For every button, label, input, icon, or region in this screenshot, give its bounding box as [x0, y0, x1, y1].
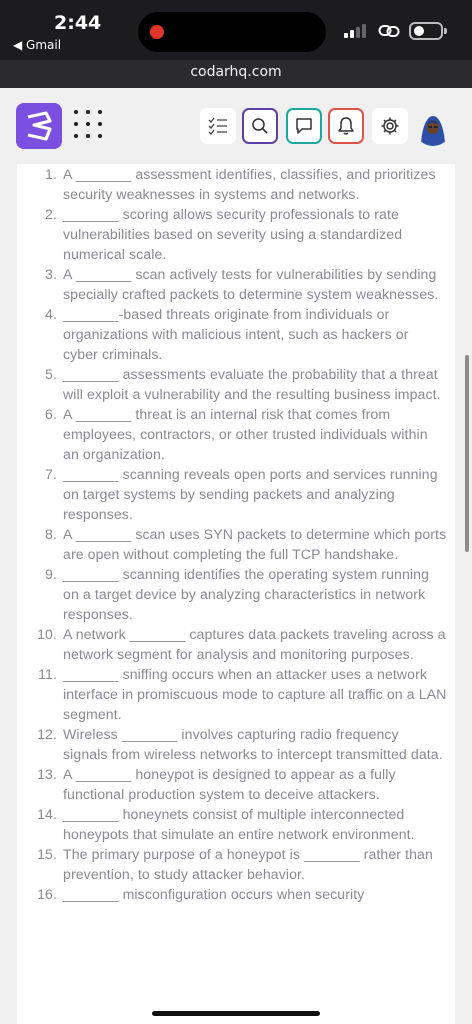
question-item: [17, 264, 455, 304]
settings-button[interactable]: [372, 108, 408, 144]
question-text: _______ honeynets consist of multiple interconnected honeypots that simulate an entire network environment.: [63, 806, 415, 842]
question-item: [17, 624, 455, 664]
question-number: 8.: [45, 526, 57, 542]
notifications-button[interactable]: [328, 108, 364, 144]
question-text: A _______ scan actively tests for vulnerabilities by sending specially crafted packets to determine system weaknesses.: [63, 266, 439, 302]
question-item: [17, 404, 455, 464]
page-scrollbar[interactable]: [465, 355, 469, 552]
question-item: [17, 724, 455, 764]
question-number: 16.: [37, 886, 57, 902]
signal-strength-icon: [344, 24, 370, 38]
question-text: A _______ scan uses SYN packets to determine which ports are open without completing the full TCP handshake.: [63, 526, 447, 562]
question-number: 2.: [45, 206, 57, 222]
recording-indicator-icon: [150, 25, 164, 39]
question-item: [17, 364, 455, 404]
question-number: 13.: [37, 766, 57, 782]
bell-icon: [337, 116, 355, 136]
search-button[interactable]: [242, 108, 278, 144]
question-item: [17, 844, 455, 884]
question-text: A _______ honeypot is designed to appear as a fully functional production system to deceive attackers.: [63, 766, 396, 802]
question-number: 11.: [38, 666, 57, 682]
status-time: 2:44: [54, 12, 102, 34]
question-item: [17, 164, 455, 204]
back-to-gmail-link[interactable]: ◀ Gmail: [13, 38, 62, 52]
checklist-button[interactable]: [200, 108, 236, 144]
question-text: _______ scanning reveals open ports and services running on target systems by sending packets and analyzing responses.: [63, 466, 438, 522]
web-page: [0, 88, 472, 1024]
question-text: A _______ threat is an internal risk that comes from employees, contractors, or other trusted individuals within an organization.: [63, 406, 428, 462]
user-avatar[interactable]: [414, 108, 452, 146]
question-text: _______ assessments evaluate the probability that a threat will exploit a vulnerability and the resulting business impact.: [63, 366, 441, 402]
question-number: 3.: [45, 266, 57, 282]
question-text: _______-based threats originate from individuals or organizations with malicious intent, such as hackers or cyber criminals.: [63, 306, 409, 362]
checklist-icon: [208, 117, 228, 135]
dynamic-island: [138, 12, 326, 52]
link-icon: [378, 22, 400, 40]
question-number: 12.: [37, 726, 57, 742]
question-item: [17, 564, 455, 624]
chat-button[interactable]: [286, 108, 322, 144]
question-text: Wireless _______ involves capturing radio frequency signals from wireless networks to intercept transmitted data.: [63, 726, 443, 762]
question-number: 9.: [45, 566, 57, 582]
questions-panel: [17, 164, 455, 1024]
gear-icon: [380, 116, 400, 136]
chat-icon: [295, 117, 313, 135]
question-number: 6.: [45, 406, 57, 422]
question-number: 4.: [45, 306, 57, 322]
question-text: _______ sniffing occurs when an attacker uses a network interface in promiscuous mode to capture all traffic on a LAN segment.: [63, 666, 447, 722]
question-number: 5.: [45, 366, 57, 382]
question-item: [17, 884, 455, 904]
question-number: 10.: [37, 626, 57, 642]
question-item: [17, 804, 455, 844]
question-text: _______ misconfiguration occurs when security: [63, 886, 365, 902]
question-text: _______ scoring allows security professionals to rate vulnerabilities based on severity using a standardized numerical scale.: [63, 206, 403, 262]
status-bar: [0, 0, 472, 60]
question-item: [17, 204, 455, 264]
question-number: 1.: [45, 166, 57, 182]
battery-icon: [409, 22, 443, 40]
question-item: [17, 664, 455, 724]
questions-list: [17, 164, 455, 904]
search-icon: [251, 117, 269, 135]
question-item: [17, 524, 455, 564]
battery-tip: [444, 28, 447, 34]
question-text: A network _______ captures data packets traveling across a network segment for analysis and monitoring purposes.: [63, 626, 446, 662]
question-text: _______ scanning identifies the operating system running on a target device by analyzing characteristics in network responses.: [63, 566, 430, 622]
grid-menu-icon[interactable]: [74, 110, 104, 140]
question-item: [17, 464, 455, 524]
url-bar[interactable]: codarhq.com: [0, 60, 472, 88]
question-number: 15.: [37, 846, 57, 862]
logo-icon[interactable]: [16, 103, 62, 149]
question-item: [17, 764, 455, 804]
question-text: The primary purpose of a honeypot is _______ rather than prevention, to study attacker behavior.: [63, 846, 433, 882]
site-header: [0, 88, 472, 164]
question-text: A _______ assessment identifies, classifies, and prioritizes security weaknesses in systems and networks.: [63, 166, 436, 202]
question-number: 14.: [37, 806, 57, 822]
question-number: 7.: [45, 466, 57, 482]
question-item: [17, 304, 455, 364]
home-indicator[interactable]: [152, 1011, 320, 1016]
